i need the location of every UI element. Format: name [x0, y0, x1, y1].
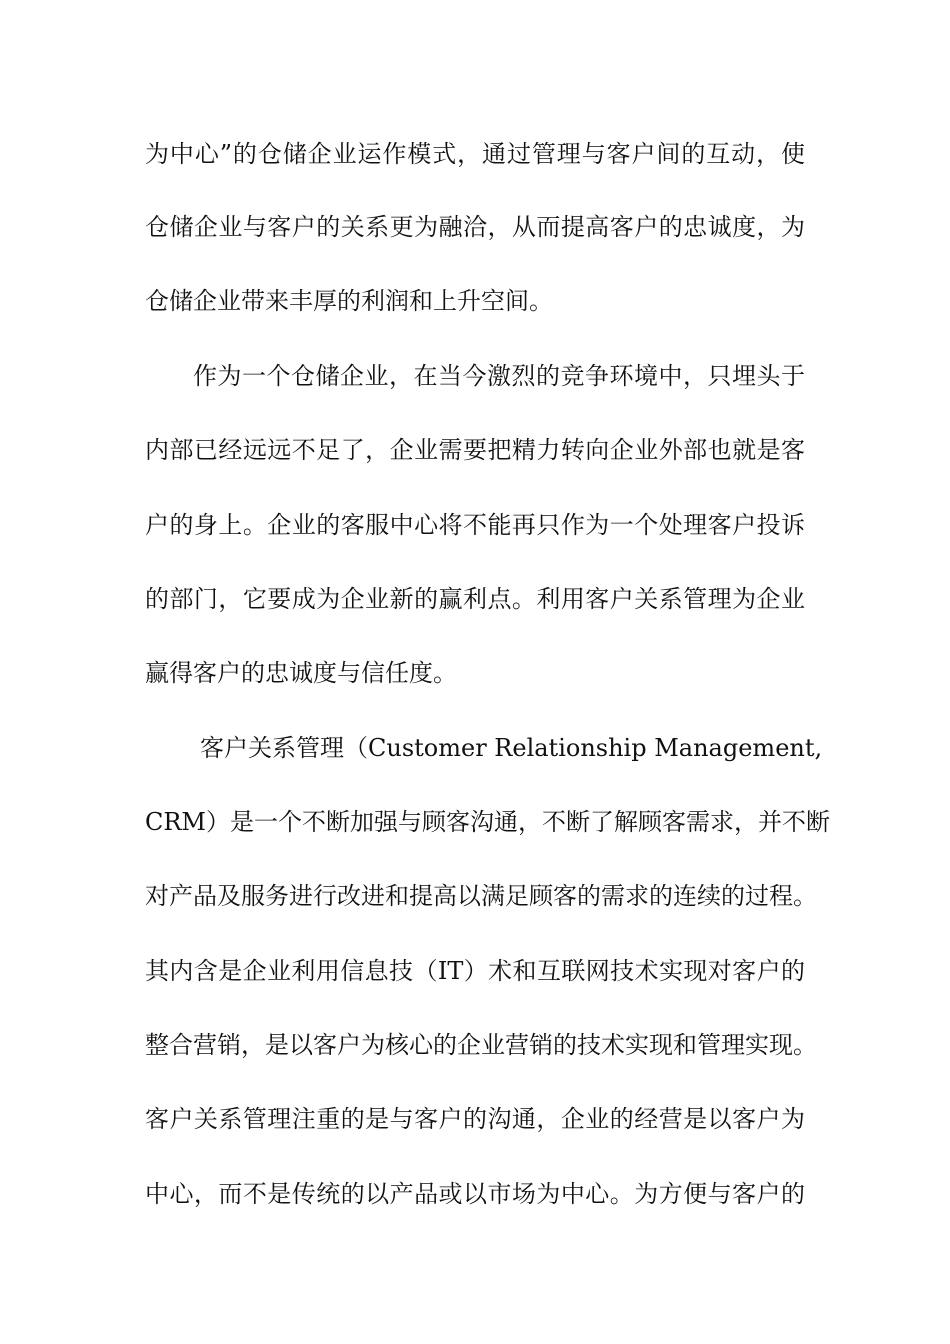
text-line: 仓储企业带来丰厚的利润和上升空间。 [145, 287, 553, 315]
text-line: 为中心”的仓储企业运作模式，通过管理与客户间的互动，使 [145, 140, 805, 168]
text-line: 客户关系管理（Customer Relationship Management, [200, 734, 823, 762]
text-line: 对产品及服务进行改进和提高以满足顾客的需求的连续的过程。 [145, 882, 817, 910]
text-line: 的部门，它要成为企业新的赢利点。利用客户关系管理为企业 [145, 585, 805, 613]
text-line: 赢得客户的忠诚度与信任度。 [145, 659, 457, 687]
text-line: 仓储企业与客户的关系更为融洽，从而提高客户的忠诚度，为 [145, 213, 805, 241]
text-line: 中心，而不是传统的以产品或以市场为中心。为方便与客户的 [145, 1180, 805, 1208]
text-line: 客户关系管理注重的是与客户的沟通，企业的经营是以客户为 [145, 1105, 805, 1133]
text-line: 内部已经远远不足了，企业需要把精力转向企业外部也就是客 [145, 436, 805, 464]
text-line: 作为一个仓储企业，在当今激烈的竞争环境中，只埋头于 [193, 362, 805, 390]
text-line: 户的身上。企业的客服中心将不能再只作为一个处理客户投诉 [145, 511, 805, 539]
text-line: CRM）是一个不断加强与顾客沟通，不断了解顾客需求，并不断 [145, 808, 831, 836]
text-line: 其内含是企业利用信息技（IT）术和互联网技术实现对客户的 [145, 957, 805, 985]
text-line: 整合营销，是以客户为核心的企业营销的技术实现和管理实现。 [145, 1031, 817, 1059]
